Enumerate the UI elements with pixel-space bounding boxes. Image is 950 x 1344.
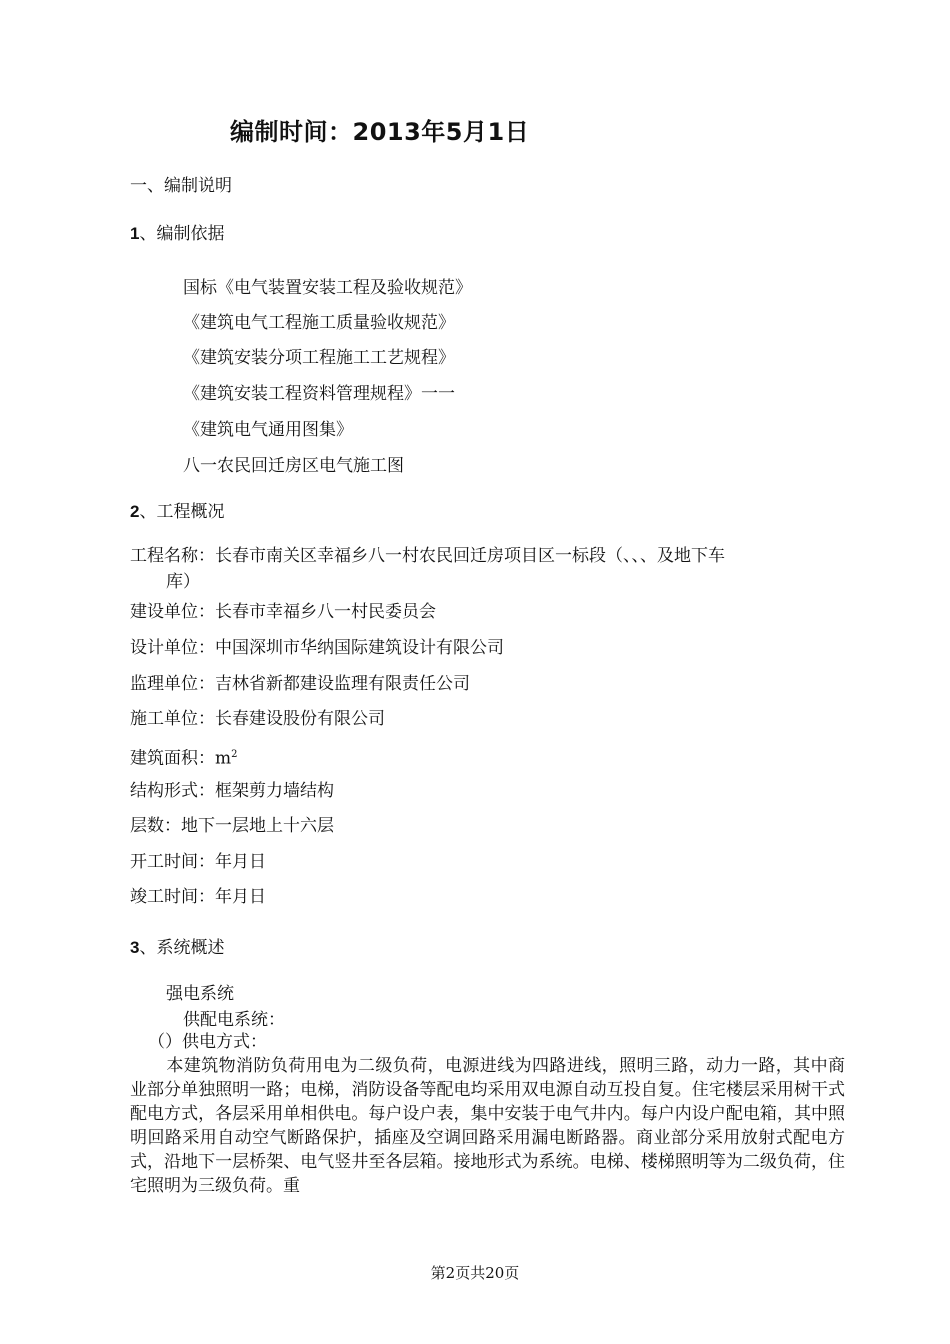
reference-item: 《建筑电气通用图集》 — [183, 420, 353, 440]
owner-line: 建设单位：长春市幸福乡八一村民委员会 — [130, 602, 436, 622]
reference-item: 《建筑电气工程施工质量验收规范》 — [183, 313, 455, 333]
system-description-text: 本建筑物消防负荷用电为二级负荷，电源进线为四路进线，照明三路，动力一路，其中商业部分单独照明一路；电梯，消防设备等配电均采用双电源自动互投自复。住宅楼层采用树干式配电方式，各层采用单相供电。每户设户表，集中安装于电气井内。每户内设户配电箱，其中照明回路采用自动空气断路保护，插座及空调回路采用漏电断路器。商业部分采用放射式配电方式，沿地下一层桥架、电气竖井至各层箱。接地形式为系统。电梯、楼梯照明等为二级负荷，住宅照明为三级负荷。重 — [130, 1056, 845, 1196]
subsection-heading-basis — [130, 222, 224, 246]
section-heading-1: 一、编制说明 — [130, 176, 232, 196]
subsection-heading-overview — [130, 500, 224, 524]
reference-item: 八一农民回迁房区电气施工图 — [183, 456, 404, 476]
area-unit-superscript: 2 — [231, 749, 238, 760]
subsection-number: 2 — [130, 502, 140, 521]
subsection-title: 、工程概况 — [139, 502, 225, 522]
reference-item: 国标《电气装置安装工程及验收规范》 — [183, 278, 472, 298]
floors-line: 层数：地下一层地上十六层 — [130, 816, 334, 836]
area-line — [130, 743, 238, 771]
page-title: 编制时间：2013年5月1日 — [230, 118, 530, 146]
power-supply-heading: 供配电系统： — [183, 1010, 285, 1030]
designer-line: 设计单位：中国深圳市华纳国际建筑设计有限公司 — [130, 638, 504, 658]
page-footer: 第2页共20页 — [430, 1264, 520, 1282]
subsection-title: 、编制依据 — [139, 224, 225, 244]
project-name-continuation: 库） — [166, 572, 200, 592]
contractor-line: 施工单位：长春建设股份有限公司 — [130, 709, 385, 729]
reference-item: 《建筑安装工程资料管理规程》一一 — [183, 384, 455, 404]
system-description-paragraph — [130, 1054, 845, 1198]
finish-date-line: 竣工时间：年月日 — [130, 887, 266, 907]
subsection-heading-system — [130, 936, 224, 960]
supply-mode-heading: （）供电方式： — [148, 1032, 267, 1052]
strong-current-heading: 强电系统 — [166, 984, 234, 1004]
project-name-line: 工程名称：长春市南关区幸福乡八一村农民回迁房项目区一标段（、、、及地下车 — [130, 546, 725, 566]
subsection-number: 3 — [130, 938, 140, 957]
area-label: 建筑面积：m — [130, 748, 232, 769]
supervisor-line: 监理单位：吉林省新都建设监理有限责任公司 — [130, 674, 470, 694]
reference-item: 《建筑安装分项工程施工工艺规程》 — [183, 348, 455, 368]
structure-line: 结构形式：框架剪力墙结构 — [130, 781, 334, 801]
start-date-line: 开工时间：年月日 — [130, 852, 266, 872]
subsection-number: 1 — [130, 224, 140, 243]
subsection-title: 、系统概述 — [139, 938, 225, 958]
